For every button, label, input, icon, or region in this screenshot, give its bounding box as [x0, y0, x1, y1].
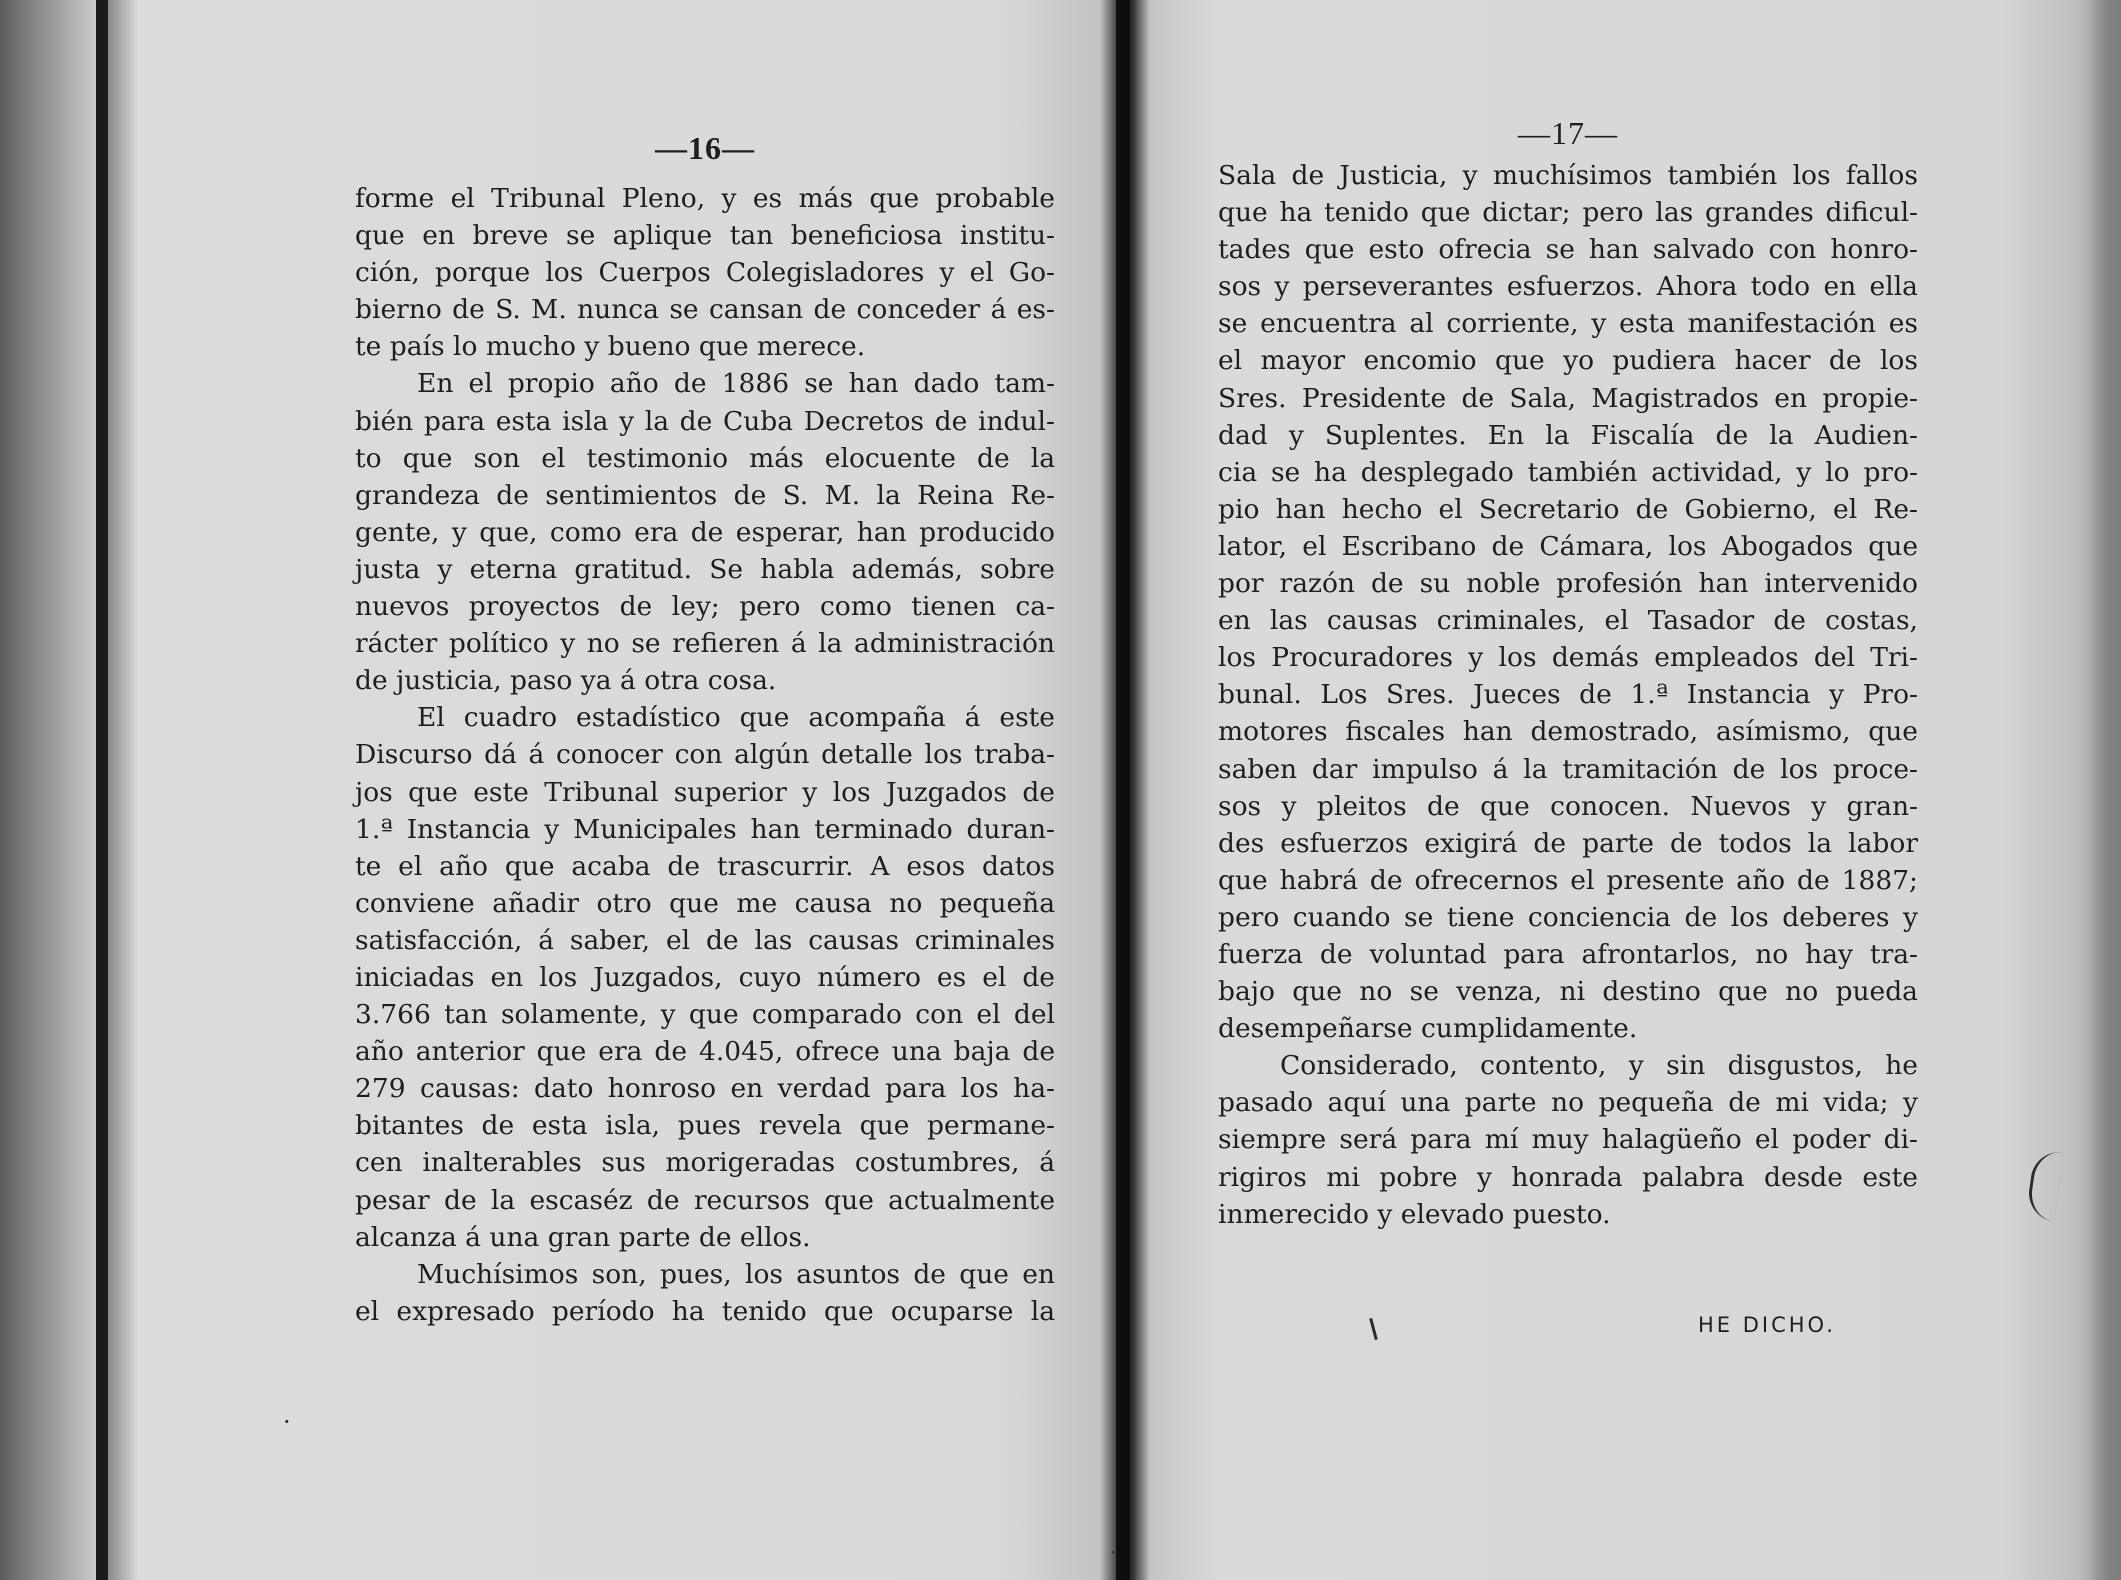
- ink-speck: ·: [283, 1408, 291, 1436]
- text-line: nuevos proyectos de ley; pero como tienen ca-: [355, 591, 1055, 623]
- text-line: inmerecido y elevado puesto.: [1218, 1198, 1611, 1230]
- text-line: rácter político y no se refieren á la administración: [355, 628, 1055, 660]
- text-line: Sres. Presidente de Sala, Magistrados en propie-: [1218, 382, 1918, 414]
- text-line: en las causas criminales, el Tasador de costas,: [1218, 605, 1918, 637]
- text-line: año anterior que era de 4.045, ofrece una baja de: [355, 1036, 1055, 1068]
- text-line: el mayor encomio que yo pudiera hacer de los: [1218, 345, 1918, 377]
- text-line: de justicia, paso ya á otra cosa.: [355, 665, 777, 697]
- text-line: el expresado período ha tenido que ocuparse la: [355, 1295, 1055, 1327]
- text-line: justa y eterna gratitud. Se habla además, sobre: [355, 553, 1055, 585]
- text-line: tades que esto ofrecia se han salvado con honro-: [1218, 234, 1918, 266]
- text-line: fuerza de voluntad para afrontarlos, no hay tra-: [1218, 938, 1918, 970]
- text-line: sos y perseverantes esfuerzos. Ahora todo en ella: [1218, 271, 1918, 303]
- text-line: Considerado, contento, y sin disgustos, he: [1280, 1050, 1918, 1082]
- right-page-edge: [2090, 0, 2121, 1580]
- text-line: dad y Suplentes. En la Fiscalía de la Audien-: [1218, 419, 1918, 451]
- text-line: jos que este Tribunal superior y los Juzgados de: [355, 776, 1055, 808]
- text-line: bién para esta isla y la de Cuba Decretos de indul-: [355, 405, 1055, 437]
- text-line: bitantes de esta isla, pues revela que permane-: [355, 1110, 1055, 1142]
- left-page: [355, 130, 1055, 1330]
- text-line: los Procuradores y los demás empleados del Tri-: [1218, 642, 1918, 674]
- text-line: to que son el testimonio más elocuente de la: [355, 442, 1055, 474]
- text-line: motores fiscales han demostrado, asímismo, que: [1218, 716, 1918, 748]
- text-line: sos y pleitos de que conocen. Nuevos y gran-: [1218, 790, 1918, 822]
- closing-signature: HE DICHO.: [1698, 1313, 1836, 1337]
- page-number-left: —16—: [655, 130, 755, 166]
- text-line: El cuadro estadístico que acompaña á este: [417, 702, 1055, 734]
- text-line: 279 causas: dato honroso en verdad para los ha-: [355, 1073, 1055, 1105]
- text-line: bunal. Los Sres. Jueces de 1.ª Instancia y Pro-: [1218, 679, 1918, 711]
- text-line: grandeza de sentimientos de S. M. la Reina Re-: [355, 479, 1055, 511]
- text-line: te el año que acaba de trascurrir. A esos datos: [355, 850, 1055, 882]
- text-line: se encuentra al corriente, y esta manifestación es: [1218, 308, 1918, 340]
- text-line: Discurso dá á conocer con algún detalle los traba-: [355, 739, 1055, 771]
- text-line: conviene añadir otro que me causa no pequeña: [355, 887, 1055, 919]
- text-line: Muchísimos son, pues, los asuntos de que en: [417, 1258, 1055, 1290]
- text-line: En el propio año de 1886 se han dado tam-: [417, 368, 1055, 400]
- text-line: iniciadas en los Juzgados, cuyo número es el de: [355, 961, 1055, 993]
- left-page-edge: [96, 0, 108, 1580]
- text-line: por razón de su noble profesión han intervenido: [1218, 568, 1918, 600]
- text-line: Sala de Justicia, y muchísimos también los fallos: [1218, 160, 1918, 191]
- text-line: 3.766 tan solamente, y que comparado con el del: [355, 999, 1055, 1031]
- text-line: 1.ª Instancia y Municipales han terminado duran-: [355, 813, 1055, 845]
- left-page-shadow: [108, 0, 138, 1580]
- text-line: forme el Tribunal Pleno, y es más que probable: [355, 183, 1055, 214]
- text-line: pio han hecho el Secretario de Gobierno, el Re-: [1218, 493, 1918, 525]
- ink-speck: ·: [1110, 1540, 1117, 1564]
- text-line: ción, porque los Cuerpos Colegisladores y el Go-: [355, 257, 1055, 289]
- text-line: des esfuerzos exigirá de parte de todos la labor: [1218, 827, 1918, 859]
- text-line: desempeñarse cumplidamente.: [1218, 1013, 1638, 1045]
- text-line: cen inalterables sus morigeradas costumbres, á: [355, 1147, 1055, 1179]
- text-line: pesar de la escaséz de recursos que actualmente: [355, 1184, 1055, 1216]
- margin-bracket-mark: [2025, 1148, 2063, 1221]
- text-line: pasado aquí una parte no pequeña de mi vida; y: [1218, 1087, 1918, 1119]
- ink-stroke: [1369, 1318, 1378, 1340]
- text-line: satisfacción, á saber, el de las causas criminales: [355, 924, 1055, 956]
- text-line: bajo que no se venza, ni destino que no pueda: [1218, 976, 1918, 1008]
- text-line: que ha tenido que dictar; pero las grandes dificul-: [1218, 197, 1918, 229]
- text-line: siempre será para mí muy halagüeño el poder di-: [1218, 1124, 1918, 1156]
- text-line: cia se ha desplegado también actividad, y lo pro-: [1218, 456, 1918, 488]
- right-page: [1218, 115, 1918, 1233]
- text-line: saben dar impulso á la tramitación de los proce-: [1218, 753, 1918, 785]
- text-line: te país lo mucho y bueno que merece.: [355, 331, 866, 363]
- text-line: que habrá de ofrecernos el presente año de 1887;: [1218, 864, 1918, 896]
- text-line: alcanza á una gran parte de ellos.: [355, 1221, 811, 1253]
- text-line: que en breve se aplique tan beneficiosa institu-: [355, 220, 1055, 252]
- book-spine: [1116, 0, 1130, 1580]
- text-line: rigiros mi pobre y honrada palabra desde este: [1218, 1161, 1918, 1193]
- text-line: gente, y que, como era de esperar, han producido: [355, 516, 1055, 548]
- page-number-right: —17—: [1518, 115, 1618, 151]
- text-line: bierno de S. M. nunca se cansan de conceder á es-: [355, 294, 1055, 326]
- text-line: lator, el Escribano de Cámara, los Abogados que: [1218, 530, 1918, 562]
- text-line: pero cuando se tiene conciencia de los deberes y: [1218, 901, 1918, 933]
